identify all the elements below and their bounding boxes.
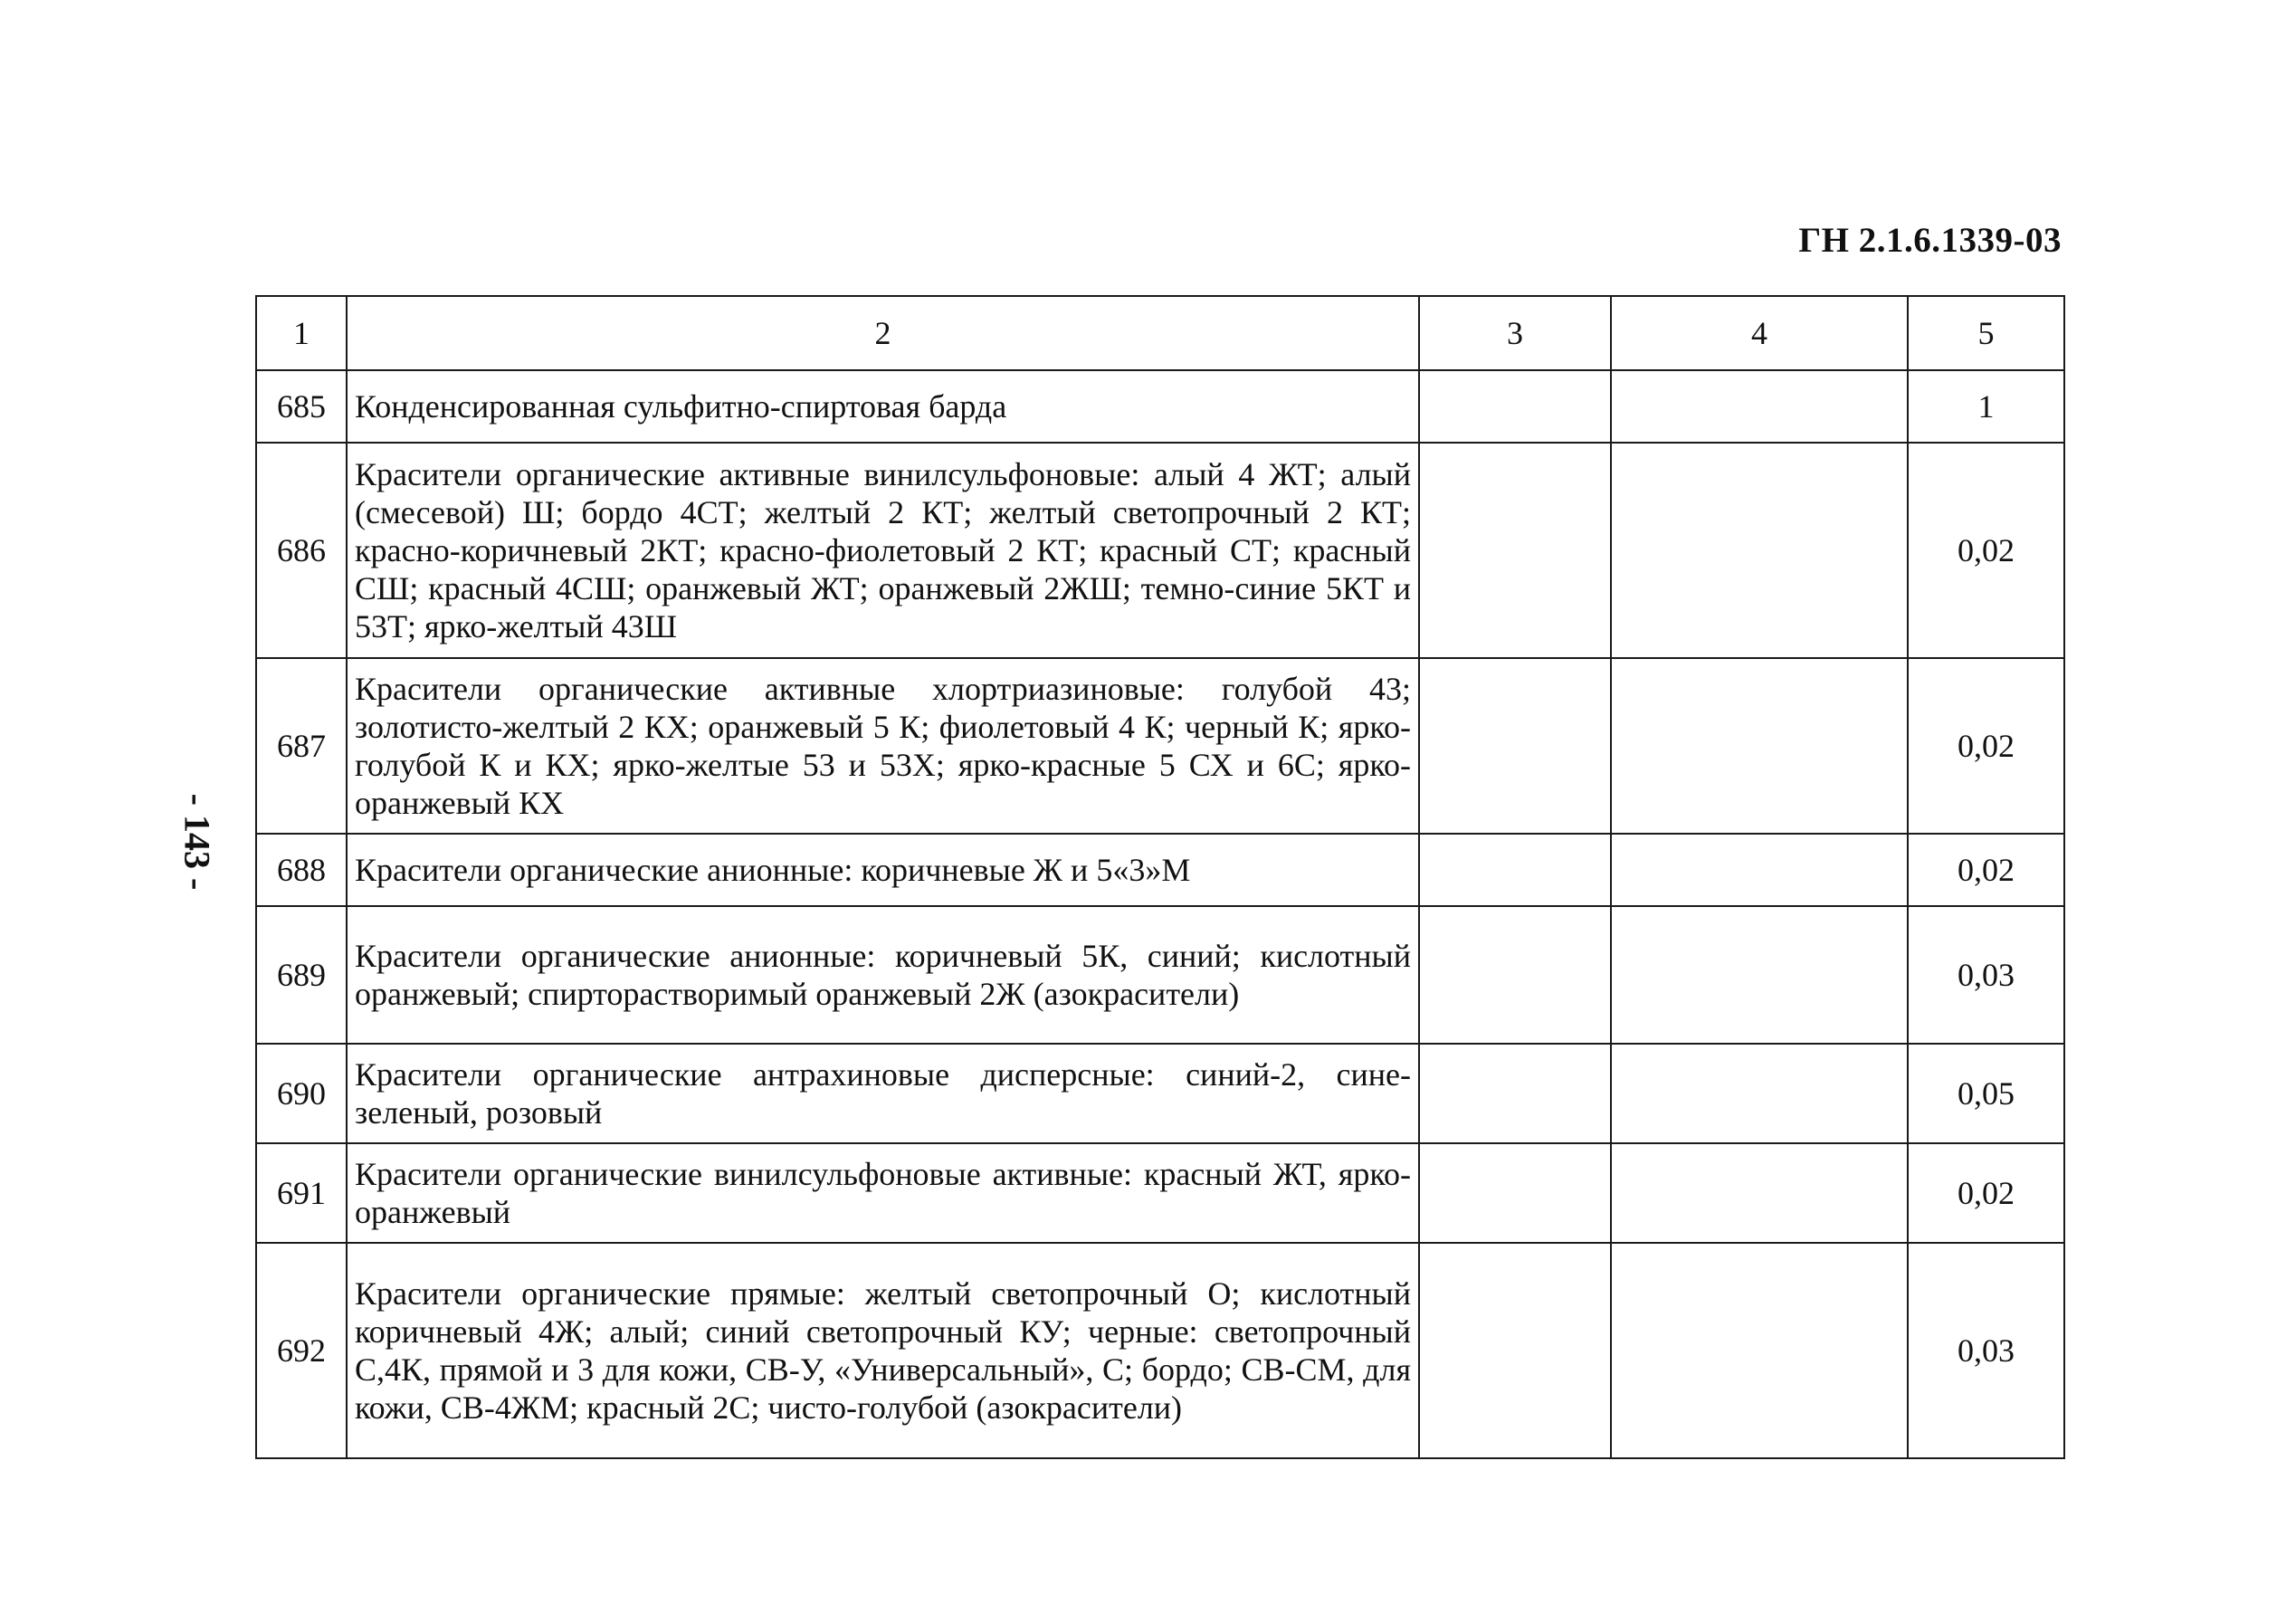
substance-name: Красители органические антрахиновые дисперсные: синий-2, сине-зеленый, розовый — [347, 1044, 1419, 1143]
substance-name: Конденсированная сульфитно-спиртовая барда — [347, 370, 1419, 443]
column-header: 2 — [347, 296, 1419, 370]
value-col-5: 0,05 — [1908, 1044, 2064, 1143]
table-row — [256, 370, 2064, 443]
column-header: 4 — [1611, 296, 1908, 370]
substance-name: Красители органические винилсульфоновые активные: красный ЖТ, ярко-оранжевый — [347, 1143, 1419, 1243]
table-row — [256, 906, 2064, 1044]
value-col-3 — [1419, 1243, 1611, 1458]
value-col-5: 0,02 — [1908, 834, 2064, 906]
value-col-3 — [1419, 1143, 1611, 1243]
row-number: 691 — [256, 1143, 347, 1243]
table-row — [256, 443, 2064, 658]
value-col-5: 0,02 — [1908, 658, 2064, 834]
table-row — [256, 658, 2064, 834]
value-col-4 — [1611, 370, 1908, 443]
row-number: 689 — [256, 906, 347, 1044]
value-col-5: 0,03 — [1908, 906, 2064, 1044]
table-row — [256, 1044, 2064, 1143]
value-col-4 — [1611, 1044, 1908, 1143]
value-col-5: 0,02 — [1908, 443, 2064, 658]
value-col-4 — [1611, 1143, 1908, 1243]
substance-name: Красители органические прямые: желтый светопрочный О; кислотный коричневый 4Ж; алый; синий светопрочный КУ; черные: светопрочный С,4К, прямой и 3 для кожи, СВ-У, «Универсальный», С; бордо; СВ-СМ, для кожи, СВ-4ЖМ; красный 2С; чисто-голубой (азокрасители) — [347, 1243, 1419, 1458]
value-col-3 — [1419, 658, 1611, 834]
value-col-3 — [1419, 906, 1611, 1044]
substance-name: Красители органические активные хлортриазиновые: голубой 43; золотисто-желтый 2 КХ; оранжевый 5 К; фиолетовый 4 К; черный К; ярко-голубой К и КХ; ярко-желтые 53 и 53Х; ярко-красные 5 СХ и 6С; ярко-оранжевый КХ — [347, 658, 1419, 834]
page-number: - 143 - — [176, 793, 218, 891]
value-col-5: 1 — [1908, 370, 2064, 443]
table-header-row — [256, 296, 2064, 370]
value-col-4 — [1611, 443, 1908, 658]
value-col-4 — [1611, 658, 1908, 834]
table-row — [256, 834, 2064, 906]
row-number: 692 — [256, 1243, 347, 1458]
value-col-3 — [1419, 1044, 1611, 1143]
row-number: 690 — [256, 1044, 347, 1143]
row-number: 686 — [256, 443, 347, 658]
value-col-4 — [1611, 1243, 1908, 1458]
norms-table — [255, 295, 2065, 1459]
value-col-3 — [1419, 370, 1611, 443]
table-row — [256, 1243, 2064, 1458]
row-number: 685 — [256, 370, 347, 443]
value-col-5: 0,03 — [1908, 1243, 2064, 1458]
value-col-4 — [1611, 906, 1908, 1044]
substance-name: Красители органические активные винилсульфоновые: алый 4 ЖТ; алый (смесевой) Ш; бордо 4СТ; желтый 2 КТ; желтый светопрочный 2 КТ; красно-коричневый 2КТ; красно-фиолетовый 2 КТ; красный СТ; красный СШ; красный 4СШ; оранжевый ЖТ; оранжевый 2ЖШ; темно-синие 5КТ и 53Т; ярко-желтый 43Ш — [347, 443, 1419, 658]
column-header: 3 — [1419, 296, 1611, 370]
row-number: 688 — [256, 834, 347, 906]
table-row — [256, 1143, 2064, 1243]
document-code: ГН 2.1.6.1339-03 — [1798, 221, 2062, 260]
value-col-4 — [1611, 834, 1908, 906]
value-col-3 — [1419, 834, 1611, 906]
substance-name: Красители органические анионные: коричневый 5К, синий; кислотный оранжевый; спирторастворимый оранжевый 2Ж (азокрасители) — [347, 906, 1419, 1044]
value-col-3 — [1419, 443, 1611, 658]
column-header: 1 — [256, 296, 347, 370]
substance-name: Красители органические анионные: коричневые Ж и 5«3»М — [347, 834, 1419, 906]
column-header: 5 — [1908, 296, 2064, 370]
row-number: 687 — [256, 658, 347, 834]
value-col-5: 0,02 — [1908, 1143, 2064, 1243]
